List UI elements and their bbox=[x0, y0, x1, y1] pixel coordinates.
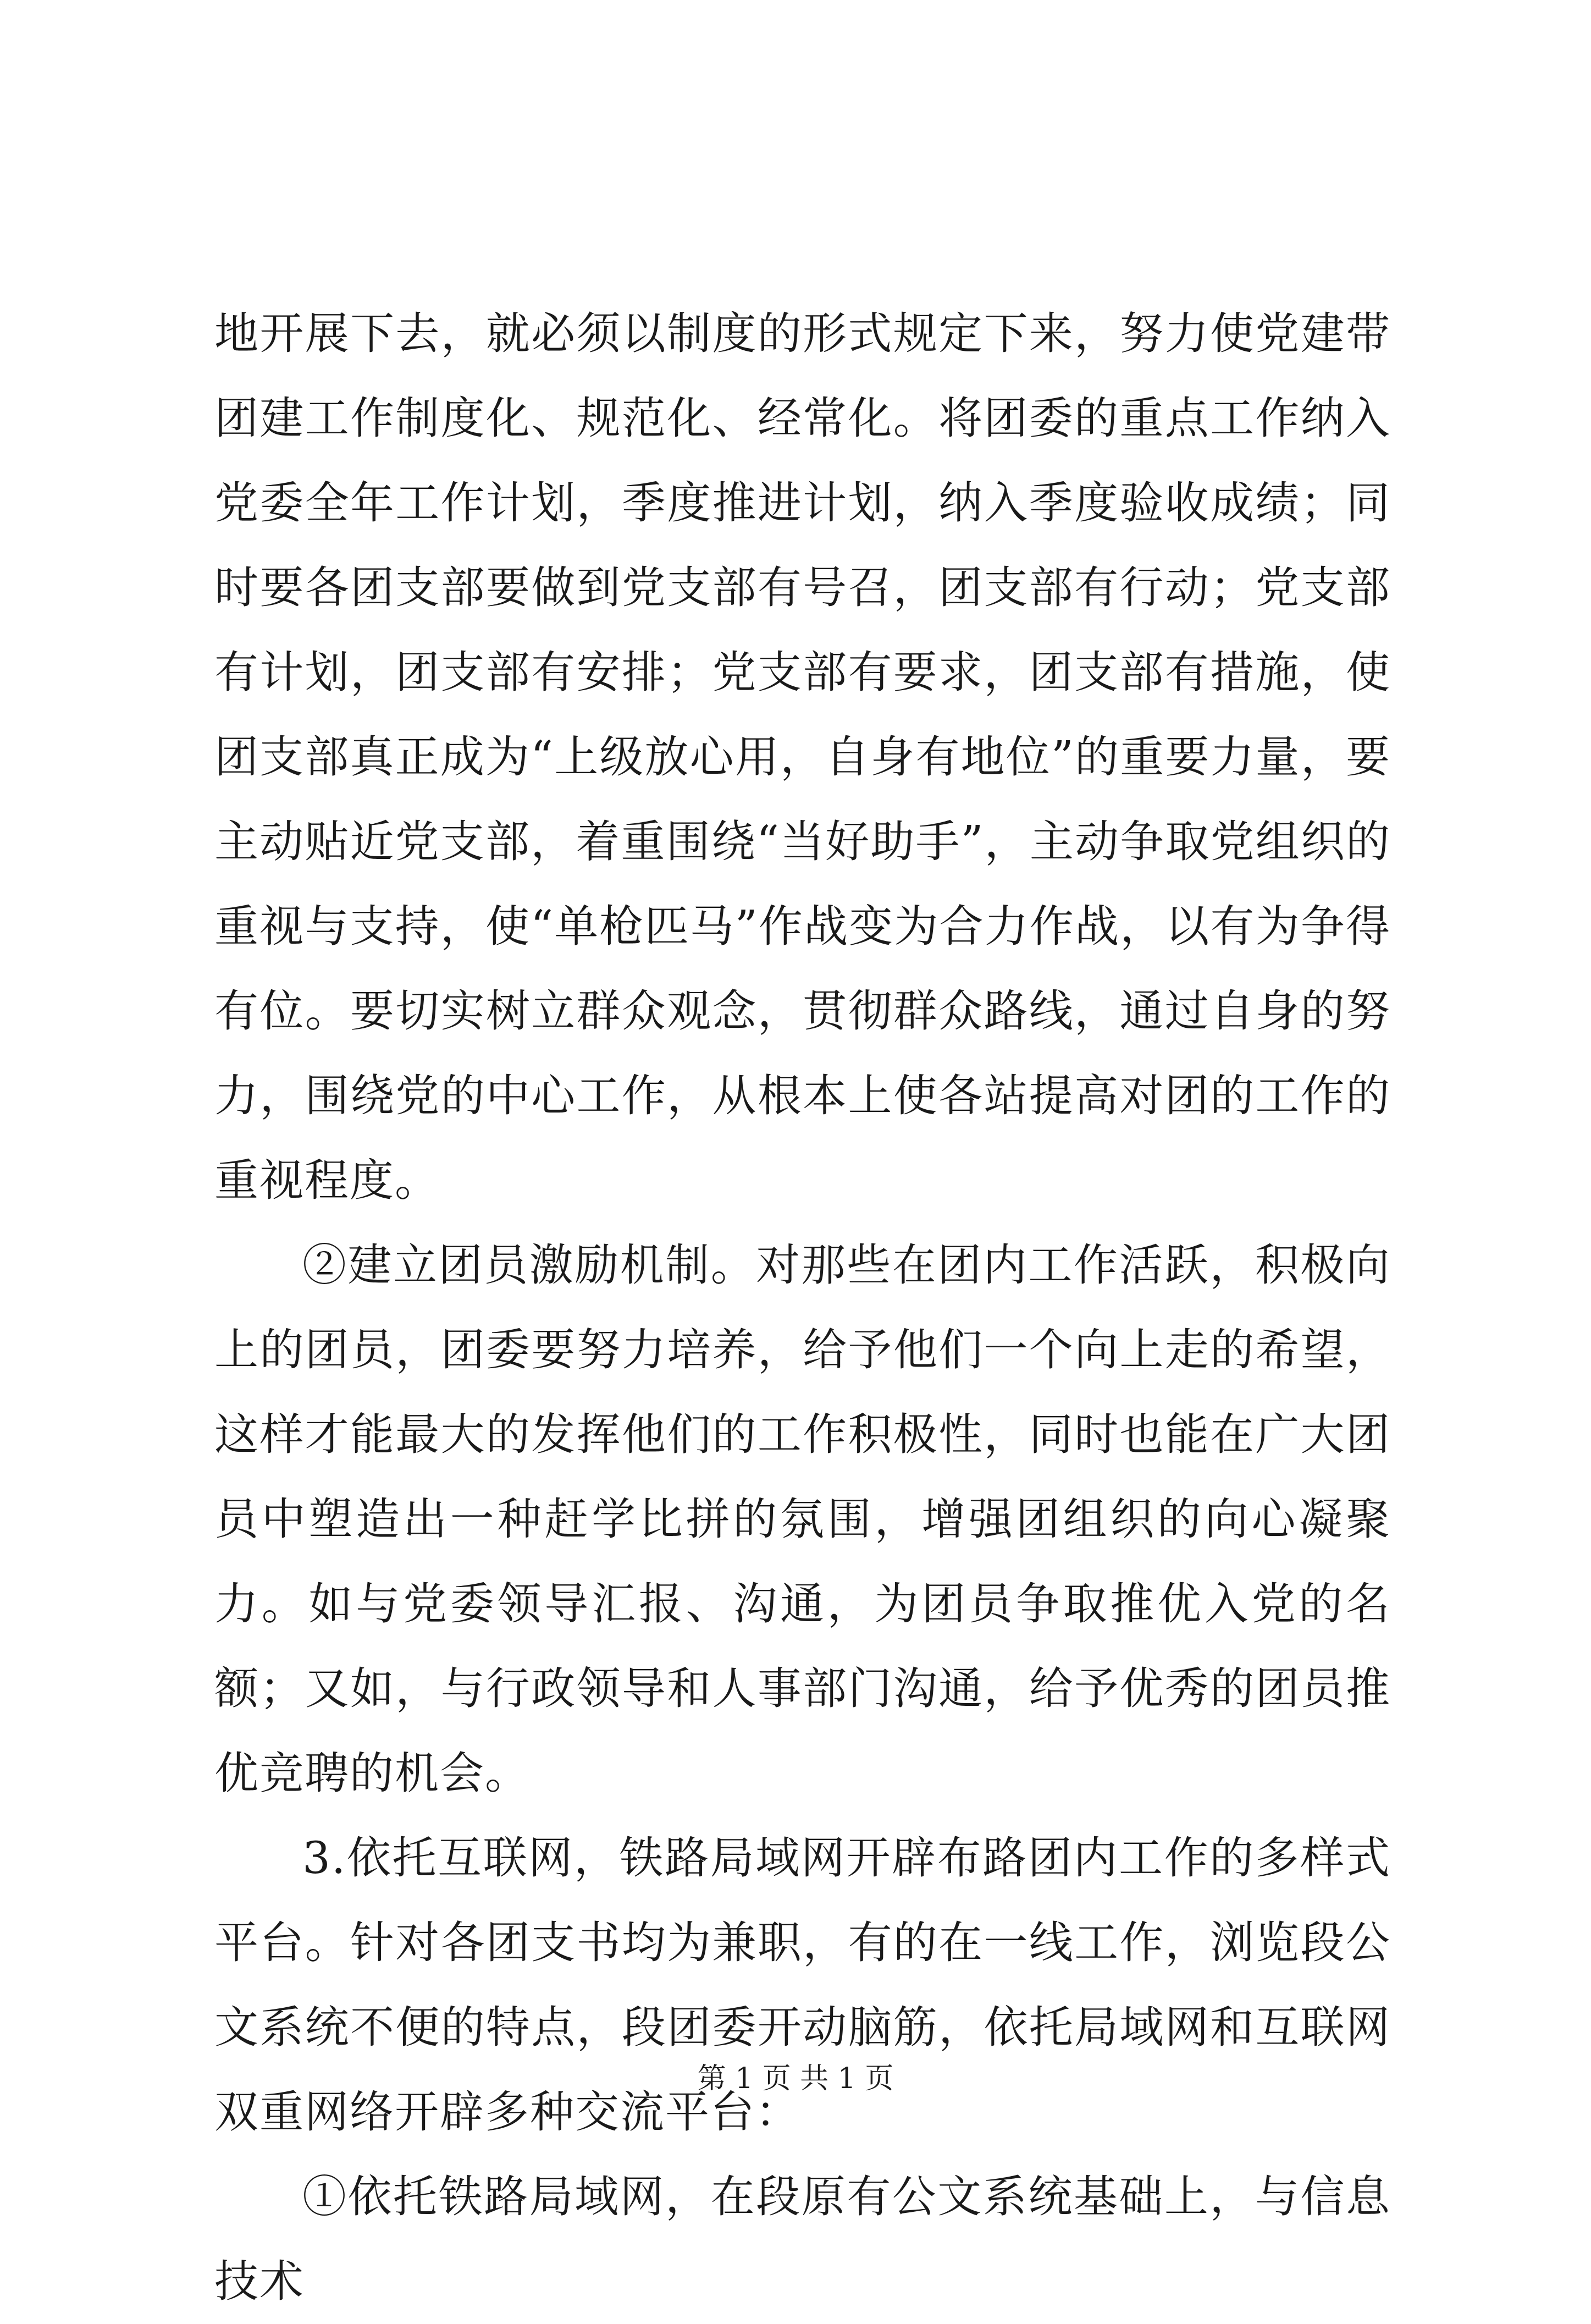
paragraph-1: 地开展下去，就必须以制度的形式规定下来，努力使党建带团建工作制度化、规范化、经常化。将团委的重点工作纳入党委全年工作计划，季度推进计划，纳入季度验收成绩；同时要各团支部要做到党支部有号召，团支部有行动；党支部有计划，团支部有安排；党支部有要求，团支部有措施，使团支部真正成为“上级放心用，自身有地位”的重要力量，要主动贴近党支部，着重围绕“当好助手”，主动争取党组织的重视与支持，使“单枪匹马”作战变为合力作战，以有为争得有位。要切实树立群众观念，贯彻群众路线，通过自身的努力，围绕党的中心工作，从根本上使各站提高对团的工作的重视程度。 bbox=[214, 308, 1391, 1206]
document-body bbox=[214, 291, 1391, 2324]
paragraph-4: ①依托铁路局域网，在段原有公文系统基础上，与信息技术 bbox=[214, 2171, 1391, 2307]
paragraph-3: 3.依托互联网，铁路局域网开辟布路团内工作的多样式平台。针对各团支书均为兼职，有的在一线工作，浏览段公文系统不便的特点，段团委开动脑筋，依托局域网和互联网双重网络开辟多种交流平台： bbox=[214, 1832, 1391, 2138]
paragraph-2: ②建立团员激励机制。对那些在团内工作活跃，积极向上的团员，团委要努力培养，给予他们一个向上走的希望，这样才能最大的发挥他们的工作积极性，同时也能在广大团员中塑造出一种赶学比拼的氛围，增强团组织的向心凝聚力。如与党委领导汇报、沟通，为团员争取推优入党的名额；又如，与行政领导和人事部门沟通，给予优秀的团员推优竞聘的机会。 bbox=[214, 1240, 1391, 1799]
page-footer: 第 1 页 共 1 页 bbox=[697, 2062, 894, 2095]
